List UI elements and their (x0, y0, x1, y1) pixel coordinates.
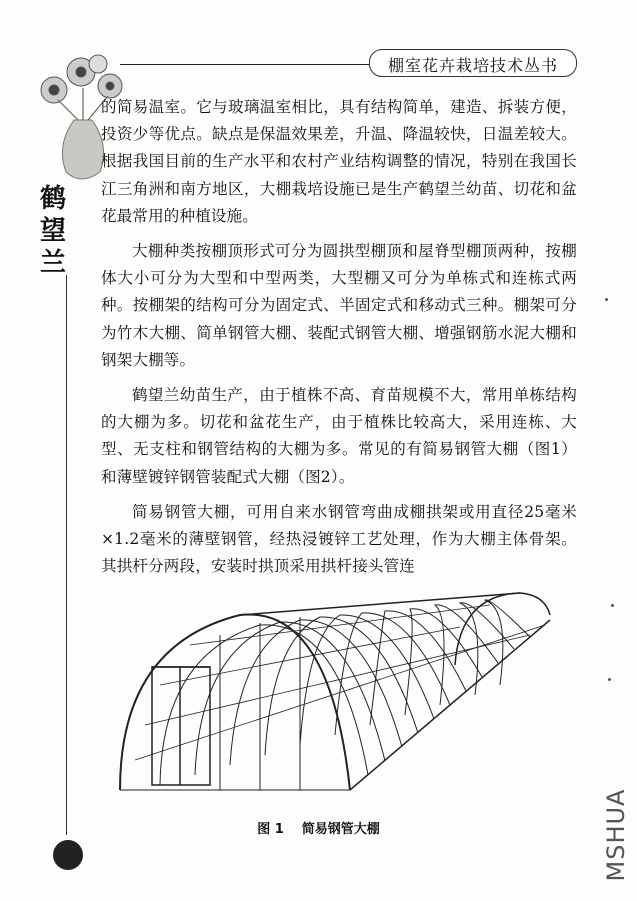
front-arch (120, 614, 350, 790)
support-posts (220, 617, 300, 790)
header-rule (120, 64, 372, 65)
watermark (596, 780, 636, 890)
paragraph: 简易钢管大棚，可用自来水钢管弯曲成棚拱架或用直径25毫米×1.2毫米的薄壁钢管，经热浸镀锌工艺处理，作为大棚主体骨架。其拱杆分两段，安装时拱顶采用拱杆接头管连 (101, 502, 577, 576)
figure-caption-text: 简易钢管大棚 (301, 822, 380, 837)
watermark-text: MSHUA (602, 788, 630, 882)
scan-speck (611, 604, 614, 607)
scan-speck (605, 298, 608, 301)
scan-speck (608, 678, 611, 681)
side-rule (66, 275, 67, 835)
paragraph: 的简易温室。它与玻璃温室相比，具有结构简单，建造、拆装方便，投资少等优点。缺点是保温效果差，升温、降温较快，日温差较大。根据我国目前的生产水平和农村产业结构调整的情况，特别在我国长江三角洲和南方地区，大棚栽培设施已是生产鹤望兰幼苗、切花和盆花最常用的种植设施。 (101, 98, 577, 225)
paragraph: 鹤望兰幼苗生产，由于植株不高、育苗规模不大，常用单栋结构的大棚为多。切花和盆花生产，由于植株比较高大，采用连栋、大型、无支柱和钢管结构的大棚为多。常见的有简易钢管大棚（图1）和薄壁镀锌钢管装配式大棚（图2）。 (101, 386, 577, 486)
page-number-badge (53, 840, 83, 870)
figure-number: 图 1 (257, 822, 284, 837)
series-badge (369, 49, 577, 77)
book-title-vertical: 鹤望兰 (39, 184, 66, 278)
body-text (101, 94, 577, 580)
figure-caption (0, 818, 637, 837)
paragraph: 大棚种类按棚顶形式可分为圆拱型棚顶和屋脊型棚顶两种，按棚体大小可分为大型和中型两类，大型棚又可分为单栋式和连栋式两种。按棚架的结构可分为固定式、半固定式和移动式三种。棚架可分为竹木大棚、简单钢管大棚、装配式钢管大棚、增强钢筋水泥大棚和钢架大棚等。 (101, 242, 577, 369)
greenhouse-illustration (100, 575, 560, 815)
series-title: 棚室花卉栽培技术丛书 (387, 56, 558, 75)
